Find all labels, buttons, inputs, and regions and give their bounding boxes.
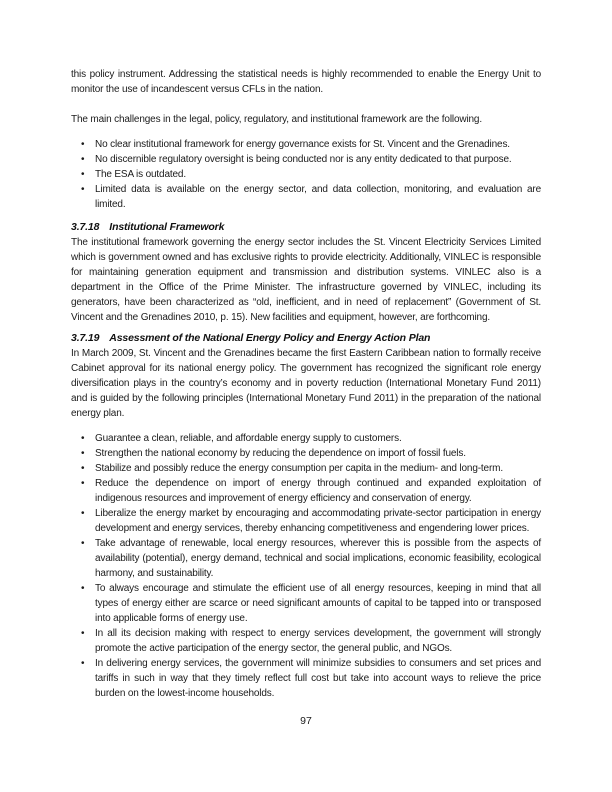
- list-item: • Strengthen the national economy by reducing the dependence on import of fossil fuels.: [95, 446, 541, 461]
- heading-number: 3.7.19: [71, 332, 100, 344]
- list-item: • In delivering energy services, the government will minimize subsidies to consumers and set prices and tariffs in such in way that they timely reflect full cost but take into account ways to relieve the price burden on the lowest-income households.: [95, 656, 541, 701]
- list-item: • Guarantee a clean, reliable, and affordable energy supply to customers.: [95, 431, 541, 446]
- list-item: • Reduce the dependence on import of energy through continued and expanded exploitation of indigenous resources and improvement of energy efficiency and conservation of energy.: [95, 476, 541, 506]
- list-item: • No clear institutional framework for energy governance exists for St. Vincent and the Grenadines.: [95, 137, 541, 152]
- list-item: • Take advantage of renewable, local energy resources, wherever this is possible from the aspects of availability (potential), energy demand, technical and social implications, economic feasibility, ecological harmony, and sustainability.: [95, 536, 541, 581]
- page-number: 97: [300, 715, 312, 727]
- principles-list: [71, 431, 541, 701]
- heading-title: Assessment of the National Energy Policy and Energy Action Plan: [109, 332, 431, 344]
- list-item: • No discernible regulatory oversight is being conducted nor is any entity dedicated to that purpose.: [95, 152, 541, 167]
- list-item: • To always encourage and stimulate the efficient use of all energy resources, keeping in mind that all types of energy either are scarce or need significant amounts of capital to be tapped into or transposed into applicable forms of energy use.: [95, 581, 541, 626]
- challenges-list: [71, 137, 541, 212]
- paragraph-challenges-intro: The main challenges in the legal, policy, regulatory, and institutional framework are the following.: [71, 114, 482, 125]
- section-heading-institutional-framework: [71, 220, 541, 235]
- list-item: • The ESA is outdated.: [95, 167, 541, 182]
- paragraph-intro: this policy instrument. Addressing the statistical needs is highly recommended to enable the Energy Unit to monitor the use of incandescent versus CFLs in the nation.: [71, 69, 541, 95]
- paragraph-institutional-framework: The institutional framework governing the energy sector includes the St. Vincent Electricity Services Limited which is government owned and has exclusive rights to provide electricity. Additionally, VINLEC is responsible for maintaining generation equipment and transmission and distribution systems. VINLEC also is a department in the Office of the Prime Minister. The infrastructure governed by VINLEC, including its generators, have been characterized as “old, inefficient, and in need of replacement” (Government of St. Vincent and the Grenadines 2010, p. 15). New facilities and equipment, however, are forthcoming.: [71, 237, 541, 323]
- list-item: • Stabilize and possibly reduce the energy consumption per capita in the medium- and long-term.: [95, 461, 541, 476]
- paragraph-energy-policy: In March 2009, St. Vincent and the Grenadines became the first Eastern Caribbean nation to formally receive Cabinet approval for its national energy policy. The government has recognized the significant role energy diversification plays in the country’s economy and in poverty reduction (International Monetary Fund 2011) and is guided by the following principles (International Monetary Fund 2011) in the preparation of the national energy plan.: [71, 348, 541, 419]
- heading-title: Institutional Framework: [109, 221, 225, 233]
- heading-number: 3.7.18: [71, 221, 100, 233]
- list-item: • Liberalize the energy market by encouraging and accommodating private-sector participation in energy development and energy services, thereby enhancing competitiveness and engendering lower prices.: [95, 506, 541, 536]
- list-item: • Limited data is available on the energy sector, and data collection, monitoring, and evaluation are limited.: [95, 182, 541, 212]
- section-heading-assessment: [71, 331, 541, 346]
- list-item: • In all its decision making with respect to energy services development, the government will strongly promote the active participation of the energy sector, the general public, and NGOs.: [95, 626, 541, 656]
